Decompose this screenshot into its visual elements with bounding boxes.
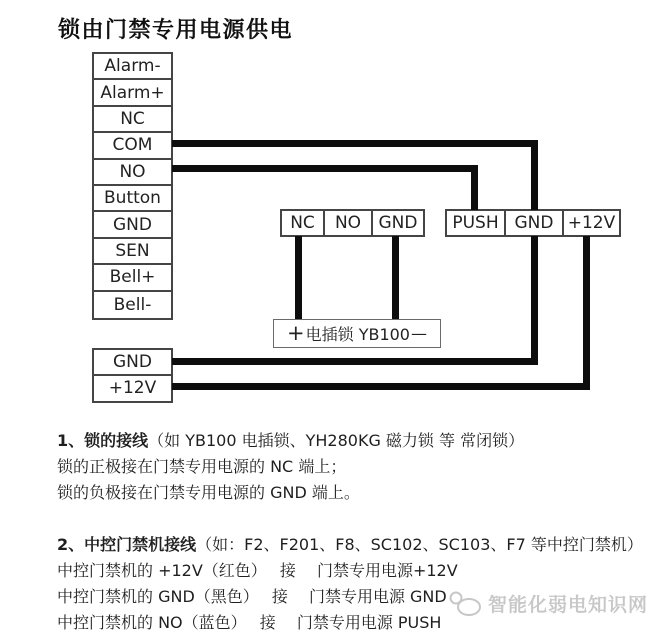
watermark-text: 智能化弱电知识网	[488, 594, 649, 616]
terminal-no: NO	[94, 160, 171, 186]
wire-no-horizontal	[172, 165, 478, 172]
psu-terminal-nc: NC	[282, 211, 325, 235]
wire-power-12v-vertical	[583, 236, 590, 390]
wire-power-gnd-horizontal	[172, 358, 538, 365]
note-section-lock	[57, 432, 524, 510]
psu-terminal-12v: +12V	[564, 211, 619, 235]
lock-negative-mark: —	[411, 324, 427, 343]
note2-line2: 中控门禁机的 GND（黑色） 接 门禁专用电源 GND	[57, 587, 447, 606]
note1-heading-number: 1、锁的接线	[57, 431, 149, 450]
wire-no-to-psu-push-vertical	[471, 165, 478, 210]
terminal-power-gnd: GND	[94, 350, 171, 376]
psu-terminal-gnd: GND	[373, 211, 423, 235]
terminal-nc: NC	[94, 107, 171, 133]
terminal-bell-minus: Bell-	[94, 292, 171, 318]
controller-terminal-block	[92, 52, 173, 320]
wire-power-gnd-vertical	[531, 236, 538, 365]
psu-terminal-gnd-2: GND	[506, 211, 564, 235]
psu-lock-connector	[280, 209, 425, 237]
terminal-alarm-plus: Alarm+	[94, 80, 171, 106]
terminal-gnd: GND	[94, 212, 171, 238]
lock-box	[273, 319, 441, 348]
note2-line1: 中控门禁机的 +12V（红色） 接 门禁专用电源+12V	[57, 561, 458, 580]
terminal-sen: SEN	[94, 239, 171, 265]
psu-control-connector	[445, 209, 621, 237]
page-title: 锁由门禁专用电源供电	[58, 18, 294, 43]
note2-heading-number: 2、中控门禁机接线	[57, 535, 197, 554]
watermark	[447, 590, 648, 617]
note-section-controller	[57, 536, 643, 637]
terminal-com: COM	[94, 133, 171, 159]
note1-line1: 锁的正极接在门禁专用电源的 NC 端上；	[57, 457, 347, 476]
note2-heading-detail: （如：F2、F201、F8、SC102、SC103、F7 等中控门禁机）	[196, 535, 643, 554]
psu-terminal-no: NO	[325, 211, 373, 235]
note1-heading	[57, 432, 524, 449]
wire-psu-gnd-to-lock-negative	[392, 236, 399, 319]
watermark-logo-icon	[447, 590, 483, 617]
lock-positive-mark: +	[287, 321, 305, 345]
wire-com-horizontal	[172, 140, 538, 147]
wire-power-12v-horizontal	[172, 383, 590, 390]
wire-com-to-psu-gnd-vertical	[531, 140, 538, 210]
note1-line2: 锁的负极接在门禁专用电源的 GND 端上。	[57, 483, 360, 502]
terminal-alarm-minus: Alarm-	[94, 54, 171, 80]
terminal-power-12v: +12V	[94, 376, 171, 402]
lock-label: 电插锁 YB100	[305, 325, 410, 344]
wire-psu-nc-to-lock-positive	[295, 236, 302, 319]
note2-heading	[57, 536, 643, 553]
note1-heading-detail: （如 YB100 电插锁、YH280KG 磁力锁 等 常闭锁）	[148, 431, 525, 450]
terminal-bell-plus: Bell+	[94, 265, 171, 291]
controller-power-block	[92, 348, 173, 403]
psu-terminal-push: PUSH	[447, 211, 506, 235]
terminal-button: Button	[94, 186, 171, 212]
note2-line3: 中控门禁机的 NO（蓝色） 接 门禁专用电源 PUSH	[57, 613, 442, 632]
